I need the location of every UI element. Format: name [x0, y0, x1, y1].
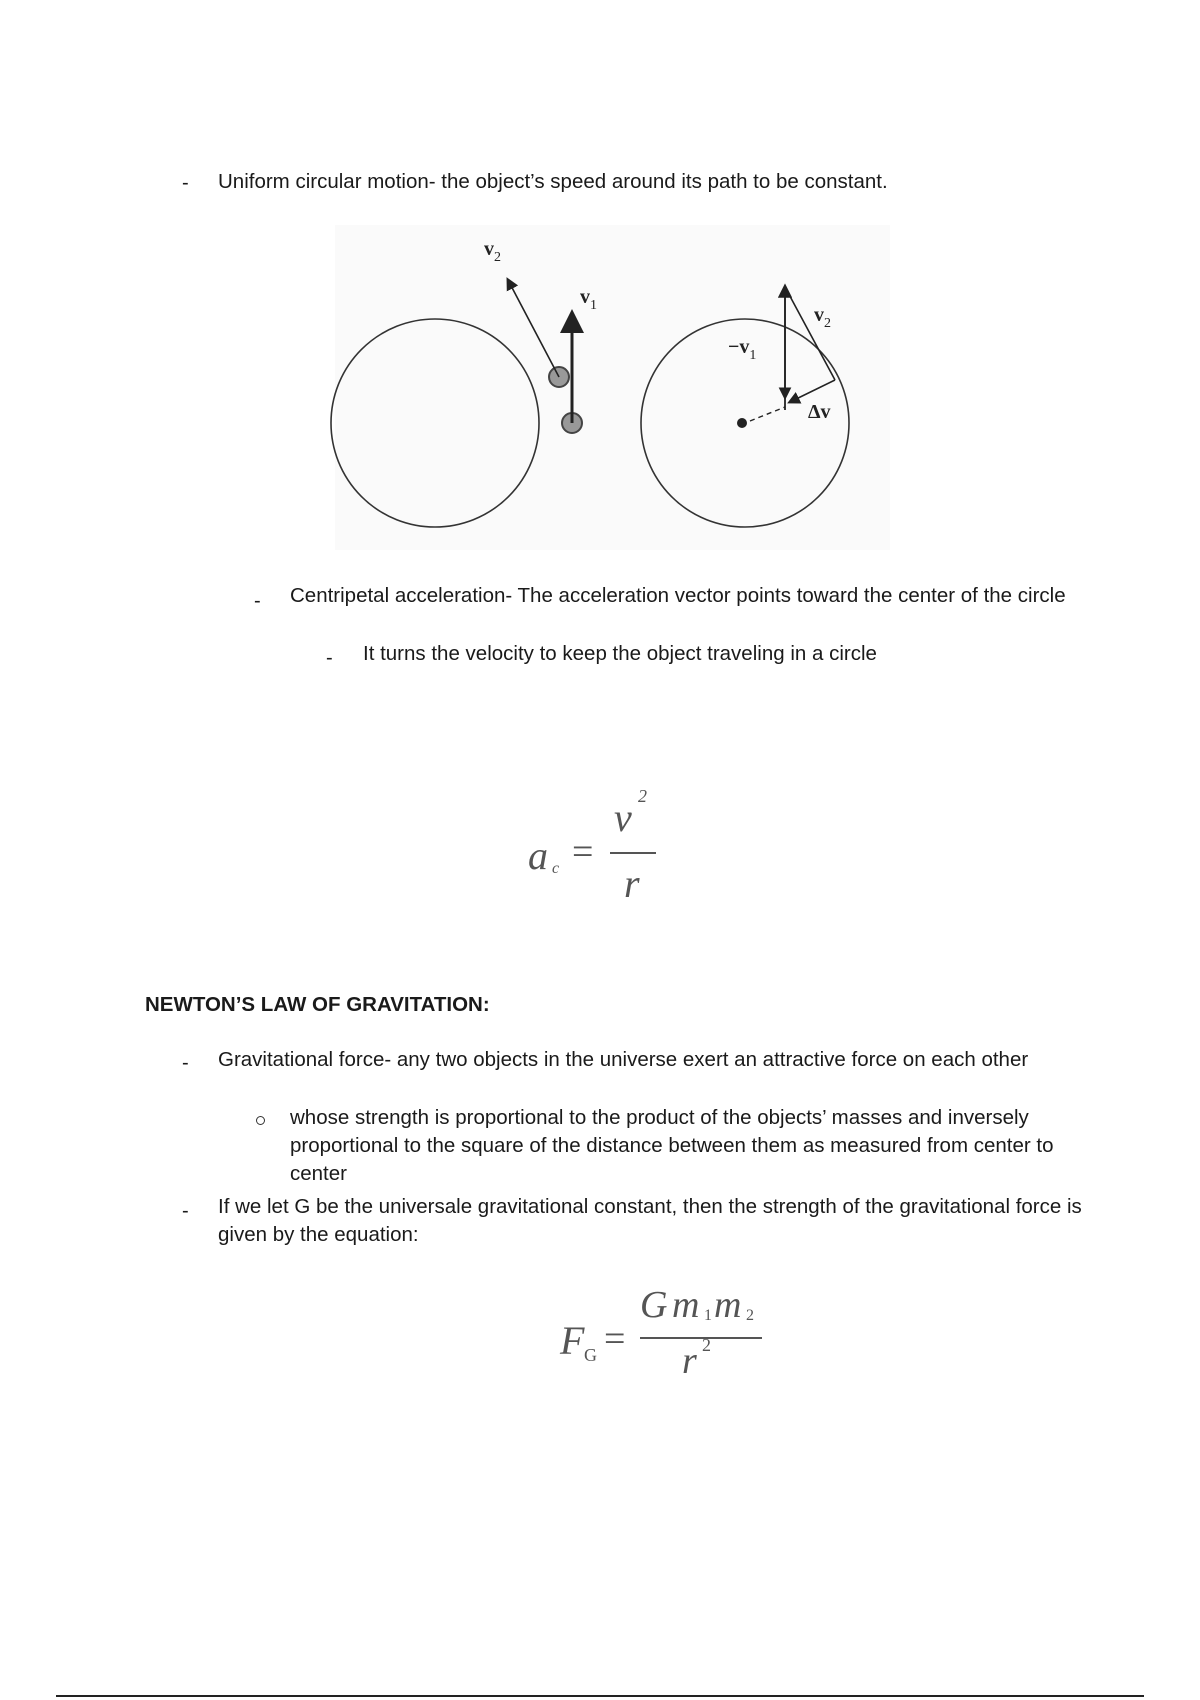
centripetal-formula	[520, 786, 680, 910]
neg-v1-label: $-v_1$	[728, 336, 757, 363]
formula-fg-m1: m	[672, 1284, 700, 1326]
center-dot	[737, 418, 747, 428]
footer-rule	[56, 1695, 1144, 1697]
formula-fg-lhs: F	[560, 1318, 585, 1363]
formula-fg-sub: G	[584, 1345, 597, 1365]
gravity-formula	[556, 1285, 776, 1405]
formula-fg-equals: =	[604, 1318, 626, 1360]
diagram-background	[335, 225, 890, 550]
formula-fg-fraction-bar	[640, 1337, 762, 1339]
formula-fg-denominator-sup: 2	[702, 1335, 711, 1355]
formula-ac-denominator: r	[624, 861, 640, 906]
circular-motion-diagram	[330, 225, 900, 555]
formula-ac-numerator: v	[614, 795, 632, 840]
formula-ac-numerator-sup: 2	[638, 786, 647, 806]
formula-fg-denominator: r	[682, 1340, 697, 1382]
formula-fg-g: G	[640, 1284, 668, 1326]
delta-v-label: Δv	[808, 401, 831, 423]
v2-label-right: $v_2$	[814, 304, 831, 331]
bullet-dash: -	[326, 647, 333, 669]
v2-label-left: $v_2$	[484, 238, 501, 265]
centripetal-text: Centripetal acceleration- The acceleration vector points toward the center of the circle	[290, 584, 1066, 607]
bullet-dash: -	[182, 172, 189, 194]
turns-velocity-text: It turns the velocity to keep the object traveling in a circle	[363, 642, 877, 665]
gravitational-constant-text: If we let G be the universale gravitational constant, then the strength of the gravitational force is given by the equation:	[218, 1195, 1082, 1246]
bullet-dash: -	[254, 590, 261, 612]
circle-bullet	[256, 1116, 265, 1125]
formula-fg-m2: m	[714, 1284, 742, 1326]
formula-fg-m2-sub: 2	[746, 1307, 754, 1324]
formula-fg-m1-sub: 1	[704, 1307, 712, 1324]
bullet-dash: -	[182, 1052, 189, 1074]
formula-ac-equals: =	[572, 831, 594, 873]
proportional-text: whose strength is proportional to the product of the objects’ masses and inversely proportional to the square of the distance between them as measured from center to center	[290, 1106, 1054, 1185]
v1-label-left: $v_1$	[580, 286, 597, 313]
section-heading: NEWTON’S LAW OF GRAVITATION:	[145, 993, 490, 1016]
formula-ac-sub: c	[552, 860, 560, 877]
uniform-motion-text: Uniform circular motion- the object’s speed around its path to be constant.	[218, 170, 888, 193]
gravitational-force-text: Gravitational force- any two objects in the universe exert an attractive force on each other	[218, 1048, 1029, 1071]
formula-ac-fraction-bar	[610, 852, 656, 854]
formula-ac-lhs: a	[528, 833, 548, 878]
bullet-dash: -	[182, 1200, 189, 1222]
